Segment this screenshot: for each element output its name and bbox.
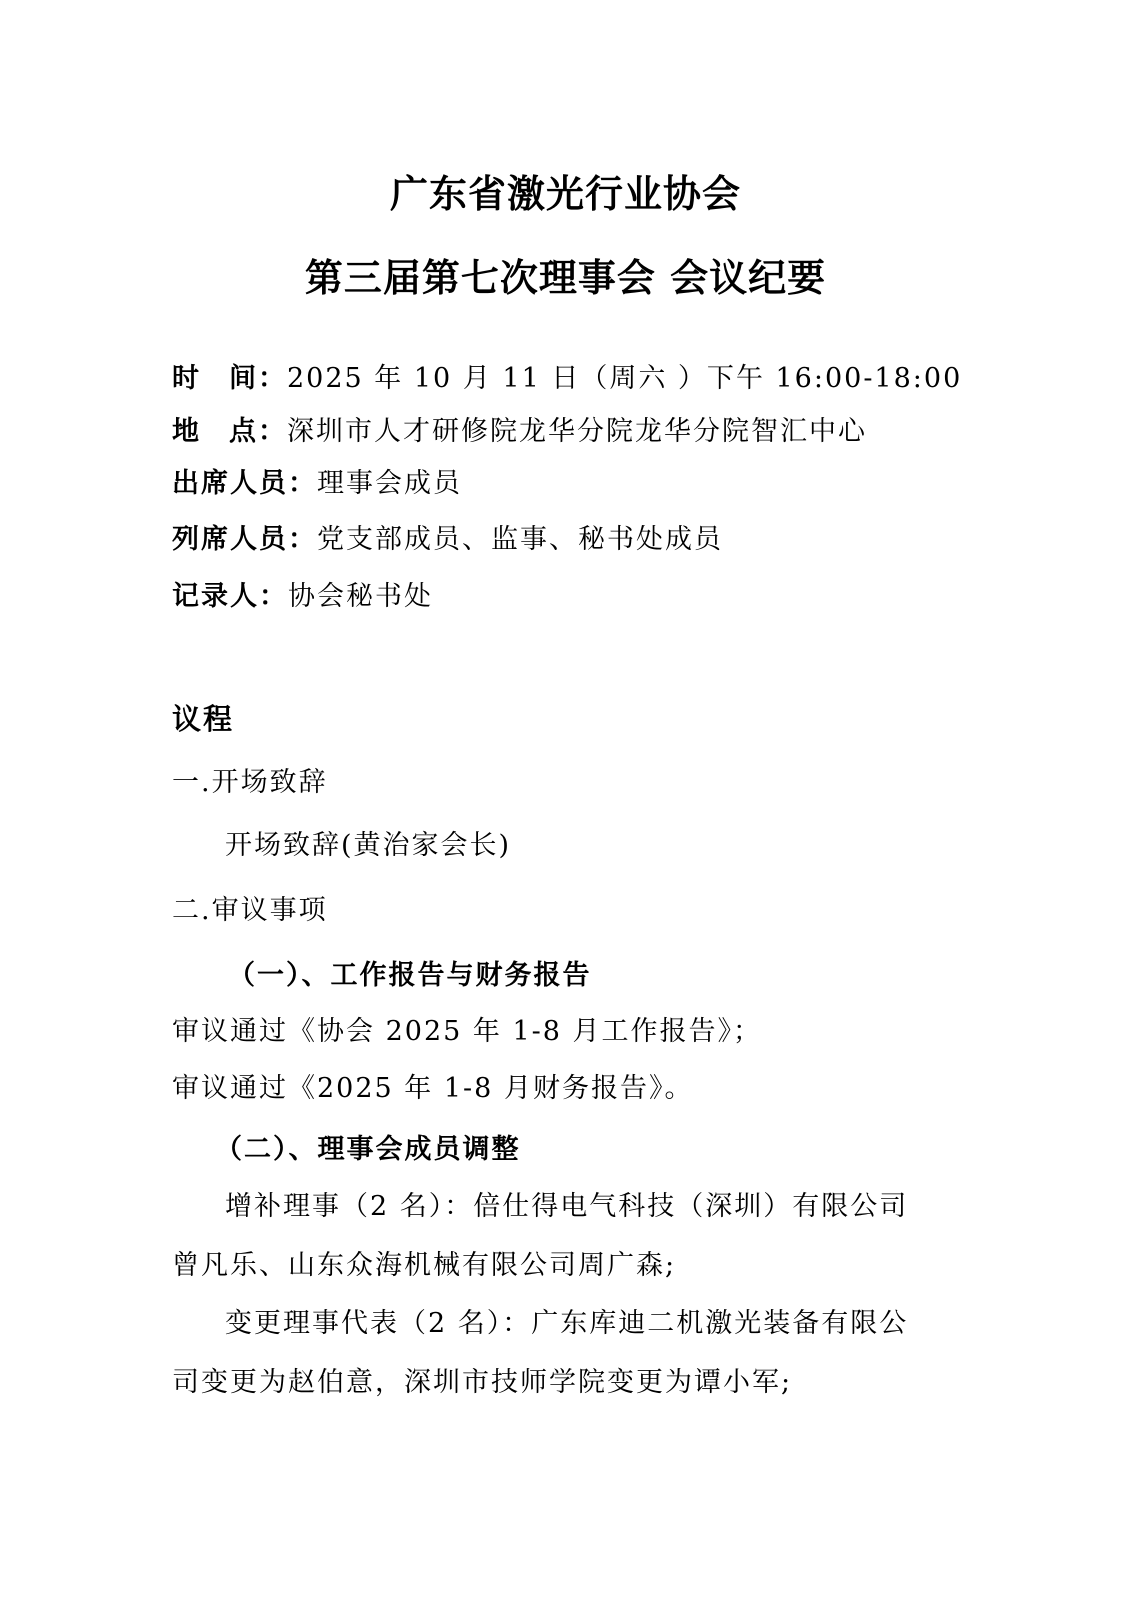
meta-observers-value: 党支部成员、监事、秘书处成员 [317, 524, 723, 555]
meta-observers-label: 列席人员： [172, 524, 317, 555]
section2-sub2-para1-line2: 曾凡乐、山东众海机械有限公司周广森; [172, 1250, 677, 1281]
document-title-line2: 第三届第七次理事会 会议纪要 [304, 256, 827, 300]
meta-place-label-b: 点： [229, 416, 287, 447]
meta-time-row [172, 362, 962, 396]
section2-sub2-para1-line1: 增补理事（2 名）：倍仕得电气科技（深圳）有限公司 [225, 1191, 909, 1222]
section1-body: 开场致辞(黄治家会长) [225, 830, 512, 861]
section2-sub2-para2-line2: 司变更为赵伯意，深圳市技师学院变更为谭小军; [172, 1367, 793, 1398]
section1-title: 一.开场致辞 [172, 767, 328, 798]
meta-place-row [172, 415, 867, 449]
section2-title: 二.审议事项 [172, 895, 328, 926]
section2-sub1-line1: 审议通过《协会 2025 年 1-8 月工作报告》； [172, 1016, 763, 1047]
meta-attendees-row [172, 467, 462, 501]
meta-recorder-row [172, 580, 433, 614]
meta-time-label-b: 间： [229, 363, 287, 394]
meta-time-value: 2025 年 10 月 11 日（周六 ）下午 16:00-18:00 [287, 363, 963, 394]
meta-recorder-value: 协会秘书处 [288, 581, 433, 612]
section2-sub1-line2: 审议通过《2025 年 1-8 月财务报告》。 [172, 1073, 694, 1104]
meta-recorder-label: 记录人： [172, 581, 288, 612]
meta-attendees-value: 理事会成员 [317, 468, 462, 499]
meta-place-value: 深圳市人才研修院龙华分院龙华分院智汇中心 [287, 416, 867, 447]
meta-attendees-label: 出席人员： [172, 468, 317, 499]
meta-time-label-a: 时 [172, 363, 201, 394]
document-title-line1: 广东省激光行业协会 [389, 172, 741, 216]
section2-sub2-title: （二）、理事会成员调整 [215, 1134, 521, 1165]
meta-place-label-a: 地 [172, 416, 201, 447]
section2-sub2-para2-line1: 变更理事代表（2 名）：广东库迪二机激光装备有限公 [225, 1308, 909, 1339]
meta-observers-row [172, 523, 723, 557]
section2-sub1-title: （一）、工作报告与财务报告 [228, 960, 592, 991]
agenda-heading: 议程 [172, 702, 235, 736]
